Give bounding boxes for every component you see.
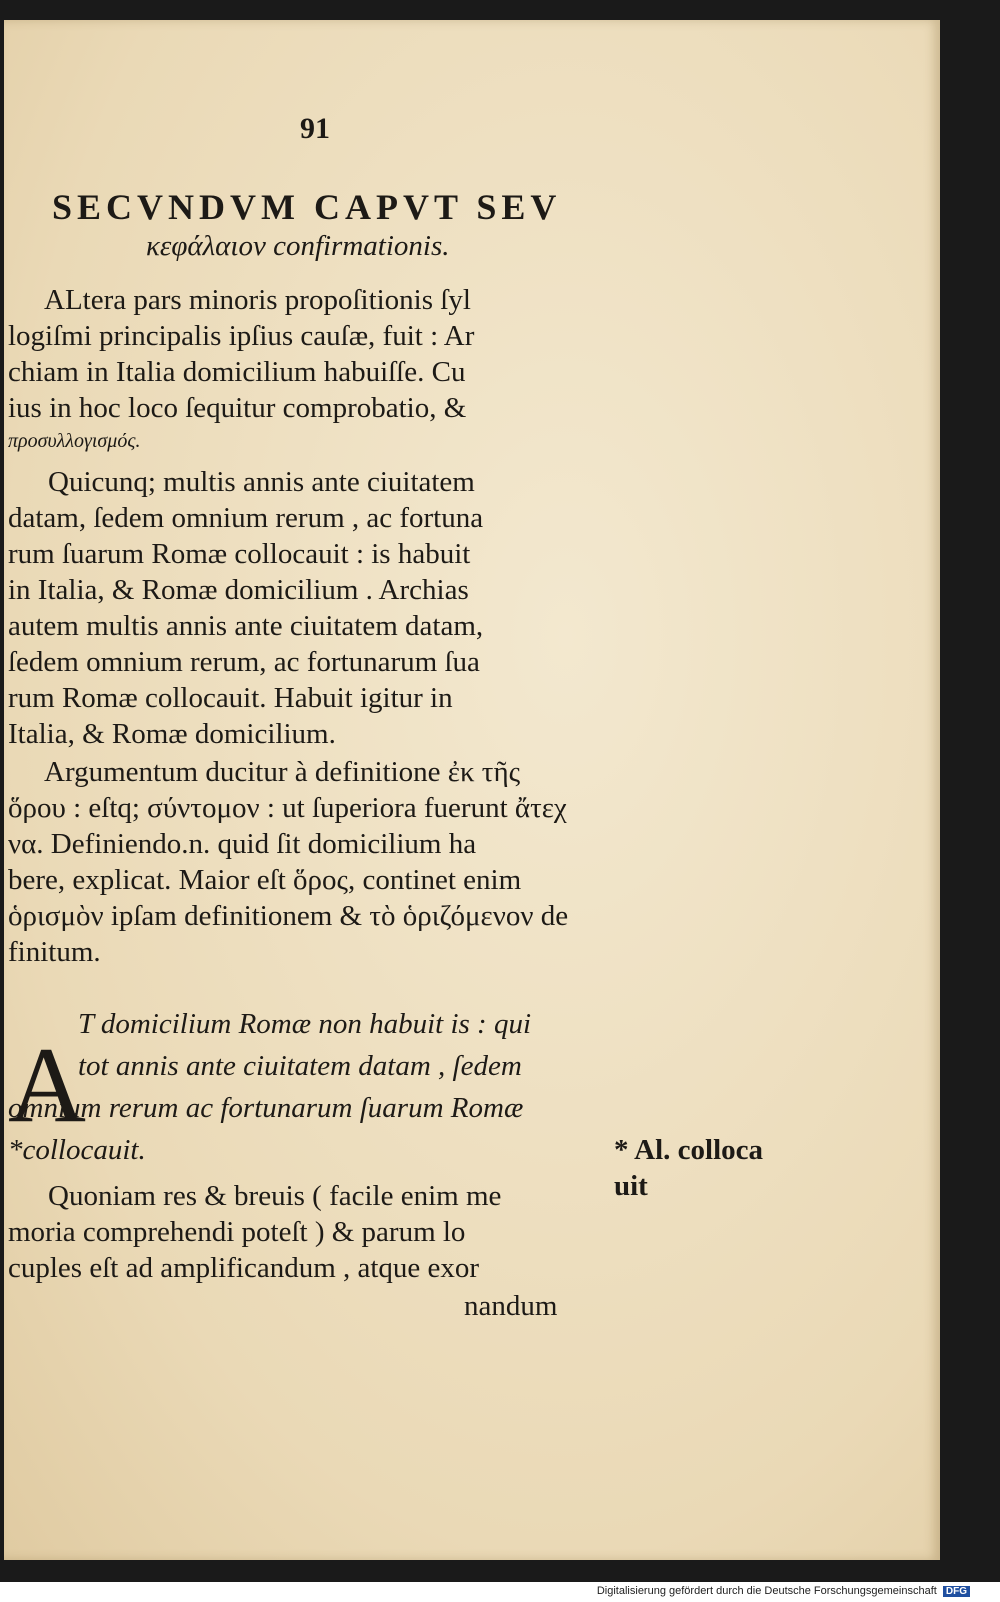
page-number: 91 [300,112,330,145]
margin-note-line: * Al. colloca [614,1134,764,1166]
chapter-heading: SECVNDVM CAPVT SEV [52,187,562,227]
text-line: datam, ſedem omnium rerum , ac fortuna [8,502,484,534]
text-line: ALtera pars minoris propoſitionis ſyl [44,284,471,316]
book-page [4,20,940,1560]
text-line-greek: προσυλλογισμός. [8,430,141,452]
funding-credit [597,1585,970,1597]
text-line: Argumentum ducitur à definitione ἐκ τῆς [44,756,521,788]
text-line: cuples eſt ad amplificandum , atque exor [8,1252,480,1284]
text-line: tot annis ante ciuitatem datam , ſedem [78,1050,522,1082]
text-line: *collocauit. [8,1134,146,1166]
funding-text: Digitalisierung gefördert durch die Deutsche Forschungsgemeinschaft [596,1585,937,1597]
dfg-logo: DFG [943,1586,970,1597]
text-line: ſedem omnium rerum, ac fortunarum ſua [8,646,480,678]
text-line: να. Definiendo.n. quid ſit domicilium ha [8,828,477,860]
text-line: autem multis annis ante ciuitatem datam, [8,610,484,642]
text-line: in Italia, & Romæ domicilium . Archias [8,574,469,606]
drop-cap: A [8,1026,86,1145]
text-line: Italia, & Romæ domicilium. [8,718,336,750]
margin-note-line: uit [614,1170,648,1202]
text-line: finitum. [8,936,101,968]
text-line: Quoniam res & breuis ( facile enim me [48,1180,502,1212]
catchword: nandum [464,1290,558,1322]
text-line: ius in hoc loco ſequitur comprobatio, & [8,392,467,424]
text-line: ὅρου : eſtq; σύντομον : ut ſuperiora fuerunt ἄτεχ [8,792,567,824]
text-line: bere, explicat. Maior eſt ὅρος, continet enim [8,864,522,896]
text-line: moria comprehendi poteſt ) & parum lo [8,1216,466,1248]
chapter-subheading: κεφάλαιον confirmationis. [146,230,450,262]
text-line: omnium rerum ac fortunarum ſuarum Romæ [8,1092,524,1124]
text-line: logiſmi principalis ipſius cauſæ, fuit : Ar [8,320,475,352]
text-line: Quicunq; multis annis ante ciuitatem [48,466,475,498]
text-line: rum Romæ collocauit. Habuit igitur in [8,682,453,714]
text-line: rum ſuarum Romæ collocauit : is habuit [8,538,471,570]
text-line: ὁρισμὸν ipſam definitionem & τὸ ὁριζόμενον de [8,900,569,932]
text-line: T domicilium Romæ non habuit is : qui [78,1008,532,1040]
text-line: chiam in Italia domicilium habuiſſe. Cu [8,356,466,388]
